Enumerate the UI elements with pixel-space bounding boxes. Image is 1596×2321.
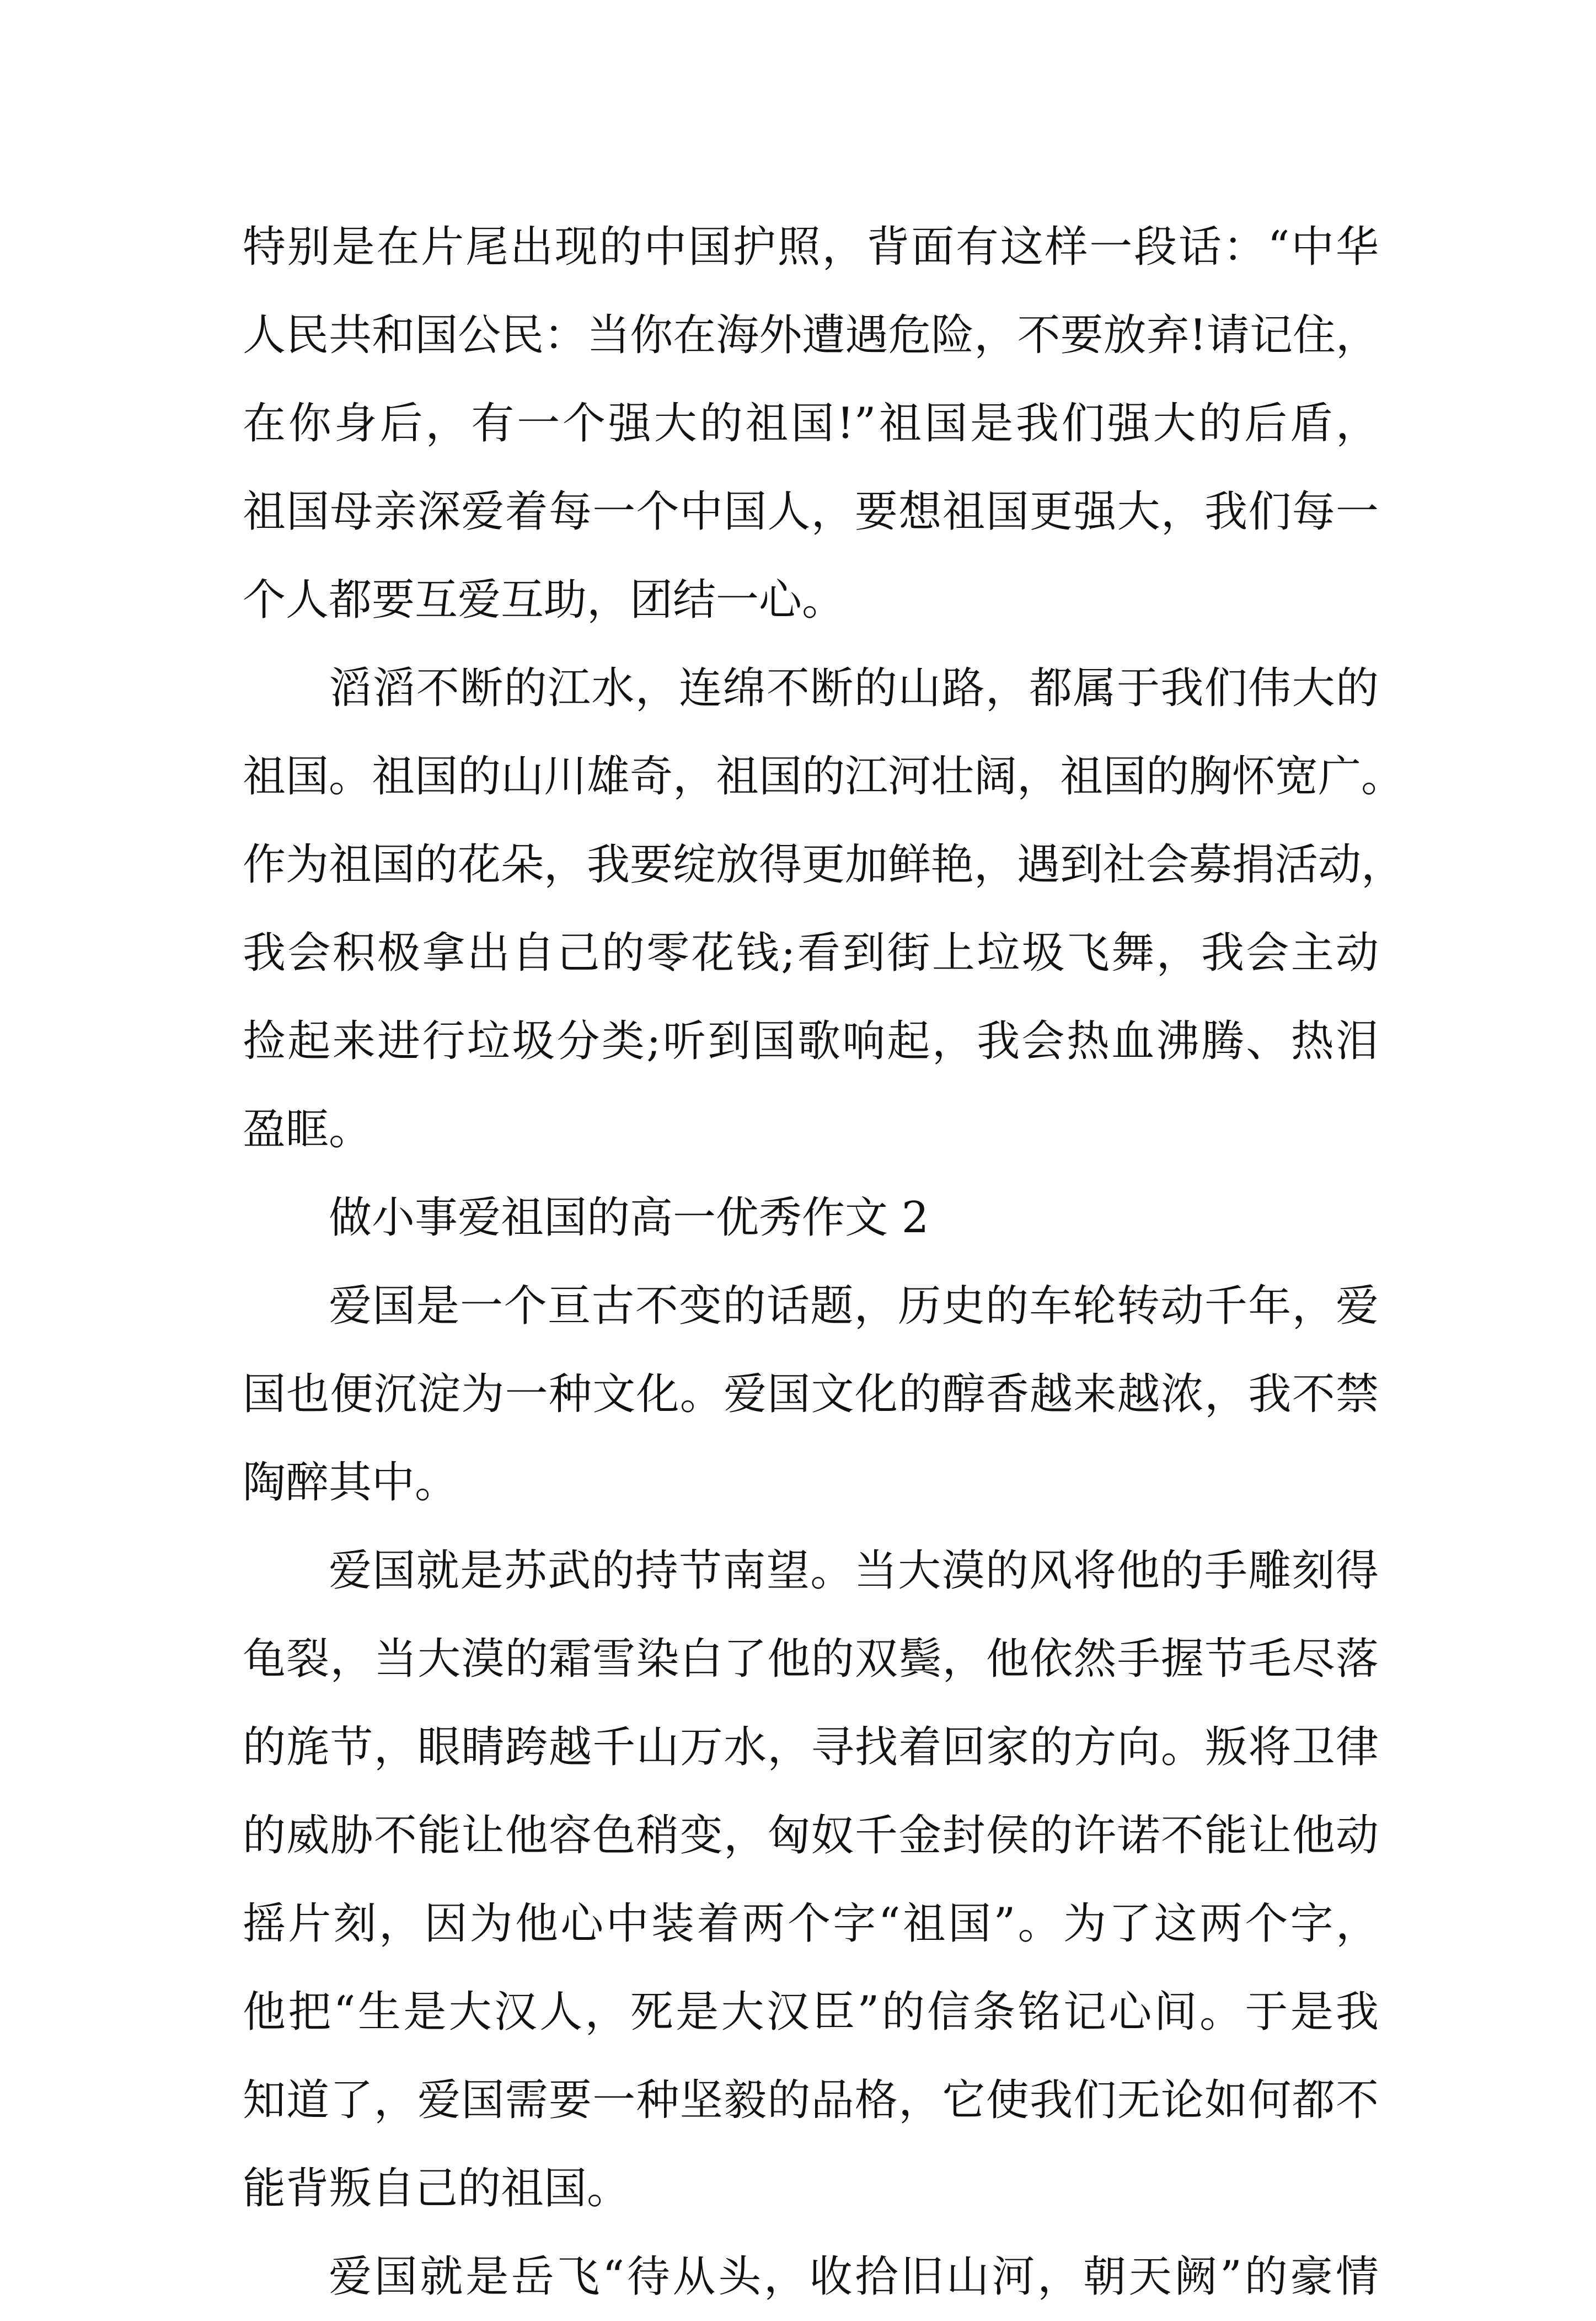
- text-line: 人民共和国公民：当你在海外遭遇危险，不要放弃!请记住，: [243, 311, 1379, 360]
- text-line: 滔滔不断的江水，连绵不断的山路，都属于我们伟大的: [329, 664, 1379, 713]
- text-line: 的旄节，眼睛跨越千山万水，寻找着回家的方向。叛将卫律: [243, 1723, 1379, 1772]
- text-line: 知道了，爱国需要一种坚毅的品格，它使我们无论如何都不: [243, 2076, 1379, 2125]
- text-line: 龟裂，当大漠的霜雪染白了他的双鬓，他依然手握节毛尽落: [243, 1634, 1379, 1684]
- text-line: 摇片刻，因为他心中装着两个字“祖国”。为了这两个字，: [243, 1899, 1379, 1949]
- text-line: 捡起来进行垃圾分类;听到国歌响起，我会热血沸腾、热泪: [243, 1017, 1379, 1066]
- text-line: 盈眶。: [243, 1105, 372, 1154]
- text-line: 陶醉其中。: [243, 1458, 458, 1507]
- text-line: 国也便沉淀为一种文化。爱国文化的醇香越来越浓，我不禁: [243, 1370, 1379, 1419]
- paragraph: [243, 203, 1379, 644]
- text-line: 他把“生是大汉人，死是大汉臣”的信条铭记心间。于是我: [243, 1987, 1379, 2037]
- text-line: 作为祖国的花朵，我要绽放得更加鲜艳，遇到社会募捐活动，: [243, 840, 1405, 890]
- essay-body: [243, 203, 1405, 2321]
- paragraph: [243, 1262, 1379, 1527]
- text-line: 爱国就是苏武的持节南望。当大漠的风将他的手雕刻得: [329, 1546, 1379, 1596]
- heading-text: 做小事爱祖国的高一优秀作文 2: [329, 1193, 929, 1243]
- paragraph: [243, 1527, 1379, 2233]
- text-line: 我会积极拿出自己的零花钱;看到街上垃圾飞舞，我会主动: [243, 928, 1379, 978]
- text-line: 的威胁不能让他容色稍变，匈奴千金封侯的许诺不能让他动: [243, 1811, 1379, 1860]
- text-line: 祖国母亲深爱着每一个中国人，要想祖国更强大，我们每一: [243, 487, 1379, 537]
- text-line: 特别是在片尾出现的中国护照，背面有这样一段话：“中华: [243, 222, 1379, 272]
- section-heading: [243, 1174, 1379, 1262]
- paragraph: [243, 644, 1405, 1174]
- text-line: 能背叛自己的祖国。: [243, 2164, 630, 2213]
- text-line: 祖国。祖国的山川雄奇，祖国的江河壮阔，祖国的胸怀宽广。: [243, 752, 1405, 801]
- text-line: 爱国就是岳飞“待从头，收拾旧山河，朝天阙”的豪情: [329, 2252, 1379, 2302]
- text-line: 爱国是一个亘古不变的话题，历史的车轮转动千年，爱: [329, 1281, 1379, 1331]
- text-line: 个人都要互爱互助，团结一心。: [243, 575, 845, 625]
- paragraph: [243, 2233, 1379, 2321]
- text-line: 在你身后，有一个强大的祖国!”祖国是我们强大的后盾，: [243, 399, 1379, 448]
